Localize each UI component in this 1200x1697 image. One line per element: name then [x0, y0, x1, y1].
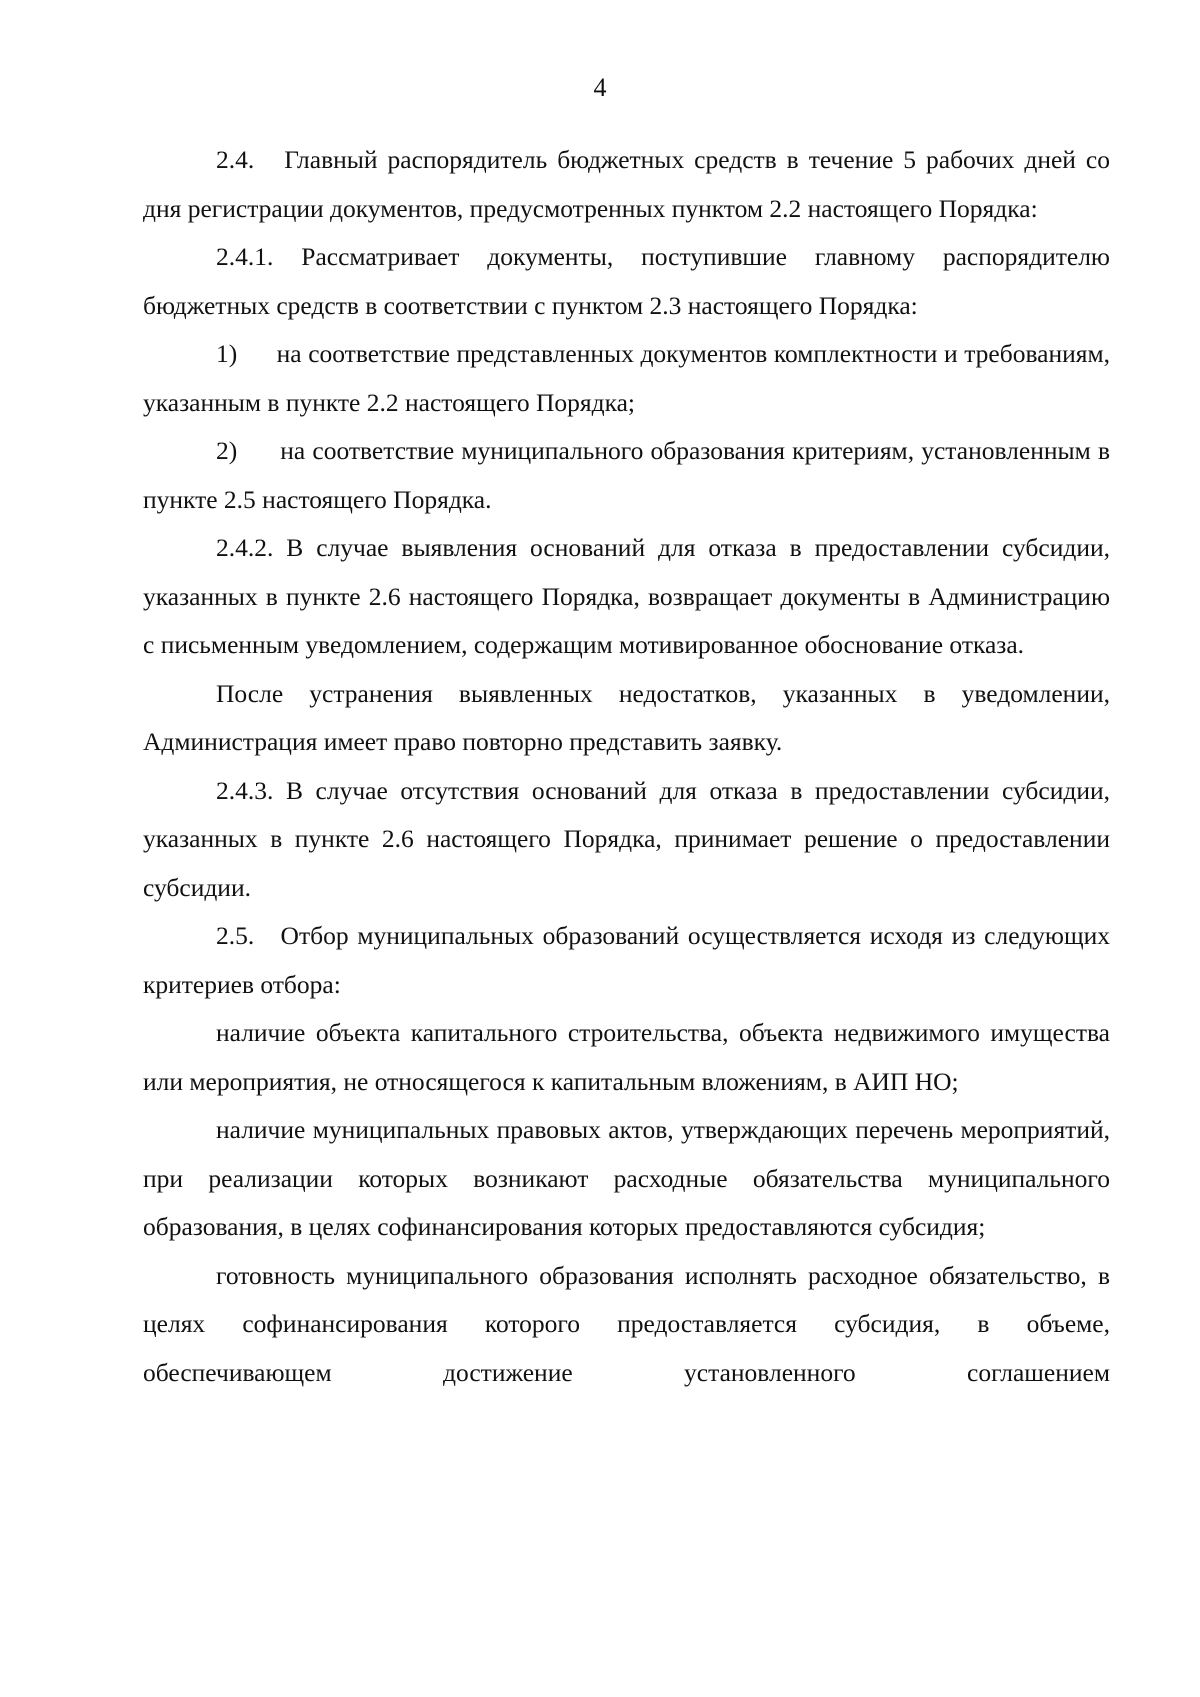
paragraph-item-2: 2) на соответствие муниципального образования критериям, установленным в пункте 2.5 настоящего Порядка. — [143, 436, 1110, 514]
paragraph-2-4: 2.4. Главный распорядитель бюджетных средств в течение 5 рабочих дней со дня регистрации документов, предусмотренных пунктом 2.2 настоящего Порядка: — [143, 145, 1110, 223]
document-body — [143, 136, 1110, 1397]
criterion-readiness: готовность муниципального образования исполнять расходное обязательство, в целях софинансирования которого предоставляется субсидия, в объеме, обеспечивающем достижение установленного соглашением — [143, 1260, 1110, 1387]
paragraph-2-4-2: 2.4.2. В случае выявления оснований для отказа в предоставлении субсидии, указанных в пункте 2.6 настоящего Порядка, возвращает документы в Администрацию с письменным уведомлением, содержащим мотивированное обоснование отказа. — [143, 533, 1110, 659]
paragraph-after-correction: После устранения выявленных недостатков, указанных в уведомлении, Администрация имеет право повторно представить заявку. — [143, 678, 1110, 756]
paragraph-item-1: 1) на соответствие представленных документов комплектности и требованиям, указанным в пункте 2.2 настоящего Порядка; — [143, 339, 1110, 417]
paragraph-2-4-1: 2.4.1. Рассматривает документы, поступившие главному распорядителю бюджетных средств в соответствии с пунктом 2.3 настоящего Порядка: — [143, 242, 1110, 320]
paragraph-2-5: 2.5. Отбор муниципальных образований осуществляется исходя из следующих критериев отбора: — [143, 921, 1110, 999]
criterion-capital-object: наличие объекта капитального строительства, объекта недвижимого имущества или мероприятия, не относящегося к капитальным вложениям, в АИП НО; — [143, 1018, 1110, 1096]
criterion-legal-acts: наличие муниципальных правовых актов, утверждающих перечень мероприятий, при реализации которых возникают расходные обязательства муниципального образования, в целях софинансирования которых предоставляются субсидия; — [143, 1115, 1110, 1241]
paragraph-2-4-3: 2.4.3. В случае отсутствия оснований для отказа в предоставлении субсидии, указанных в пункте 2.6 настоящего Порядка, принимает решение о предоставлении субсидии. — [143, 775, 1110, 902]
page-number: 4 — [593, 73, 607, 102]
